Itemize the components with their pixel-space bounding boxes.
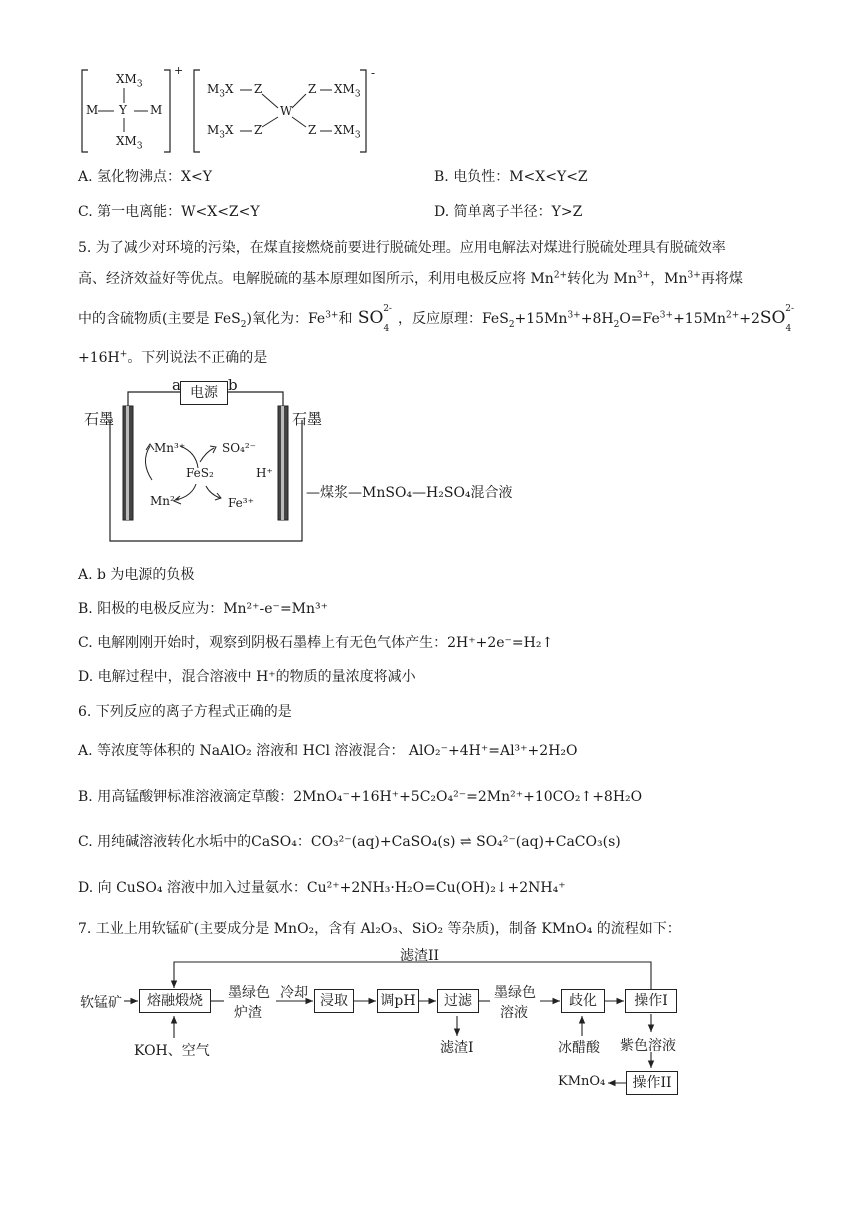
anion-z-tr: Z — [308, 82, 317, 96]
green-slag-label2: 炉渣 — [234, 1005, 262, 1021]
disproportionation-box: 歧化 — [561, 989, 605, 1013]
label-h: H⁺ — [256, 466, 273, 480]
q4-option-d: D. 简单离子半径：Y>Z — [434, 204, 583, 220]
residue-1-label: 滤渣I — [440, 1040, 474, 1056]
anion-m3x-bottom: $M_3X$ — [207, 123, 234, 141]
q4-option-a: A. 氢化物沸点：X<Y — [78, 169, 212, 185]
leach-box: 浸取 — [314, 989, 354, 1013]
anion-m3x-top: $M_3X$ — [207, 82, 234, 100]
residue-2-label: 滤渣II — [400, 948, 440, 964]
operation-2-box: 操作II — [626, 1071, 678, 1095]
anion-z-br: Z — [308, 123, 317, 137]
label-mn2: Mn²⁺ — [150, 494, 182, 508]
q4-option-c: C. 第一电离能：W<X<Z<Y — [78, 204, 260, 220]
q6-option-c: C. 用纯碱溶液转化水垢中的CaSO₄：CO₃²⁻(aq)+CaSO₄(s) ⇌ SO₄²⁻(aq)+CaCO₃(s) — [78, 834, 621, 850]
graphite-left-label: 石墨 — [84, 410, 115, 428]
q6-option-d: D. 向 CuSO₄ 溶液中加入过量氨水：Cu²⁺+2NH₃·H₂O=Cu(OH)₂↓+2NH₄⁺ — [78, 880, 566, 896]
graphite-right-label: 石墨 — [292, 410, 323, 428]
cool-label: 冷却 — [280, 985, 308, 1001]
cation-right-m: M — [150, 103, 163, 117]
acetic-acid-label: 冰醋酸 — [558, 1040, 600, 1056]
mixture-label: —煤浆—MnSO₄—H₂SO₄混合液 — [306, 485, 513, 501]
label-mn3: Mn³⁺ — [154, 441, 186, 455]
label-so4: SO₄²⁻ — [222, 441, 257, 455]
q5-option-d: D. 电解过程中，混合溶液中 H⁺的物质的量浓度将减小 — [78, 669, 416, 685]
q5-stem-line3: 中的含硫物质(主要是 FeS$_2$)氧化为：$Fe^{3+}$和 $SO_4^{2-}$，反应原理：$FeS_2+15Mn^{3+}+8H_2O=Fe^{3+}+15Mn^{2+}+2SO_4^{2-}$ — [78, 304, 794, 334]
cation-left-m: M — [86, 103, 99, 117]
cation-center-y: Y — [119, 103, 127, 117]
q5-option-a: A. b 为电源的负极 — [78, 567, 195, 583]
anion-z-tl: Z — [254, 82, 263, 96]
purple-solution-label: 紫色溶液 — [620, 1038, 676, 1054]
q6-stem: 6. 下列反应的离子方程式正确的是 — [78, 704, 292, 720]
kmno4-product-label: KMnO₄ — [558, 1074, 606, 1089]
ph-box: 调pH — [377, 989, 419, 1013]
q5-stem-line1: 5. 为了减少对环境的污染，在煤直接燃烧前要进行脱硫处理。应用电解法对煤进行脱硫处理具有脱硫效率 — [78, 240, 726, 256]
filter-box: 过滤 — [437, 989, 479, 1013]
anion-xm3-tr: $XM_3$ — [334, 82, 361, 100]
power-source-box: 电源 — [180, 381, 228, 405]
anion-xm3-br: $XM_3$ — [334, 123, 361, 141]
fuse-box: 熔融煅烧 — [139, 989, 211, 1013]
q5-option-b: B. 阳极的电极反应为：Mn²⁺-e⁻=Mn³⁺ — [78, 601, 329, 617]
label-fes2: FeS₂ — [186, 466, 214, 480]
green-sol-label2: 溶液 — [500, 1005, 528, 1021]
cation-bottom-xm3: $XM_3$ — [116, 134, 143, 152]
anion-charge: - — [371, 66, 376, 80]
operation-1-box: 操作I — [625, 989, 677, 1013]
cation-top-xm3: $XM_3$ — [116, 72, 143, 90]
anion-z-bl: Z — [254, 123, 263, 137]
q5-stem-line2: 高、经济效益好等优点。电解脱硫的基本原理如图所示，利用电极反应将 $Mn^{2+}$转化为 $Mn^{3+}$，$Mn^{3+}$再将煤 — [78, 270, 743, 287]
terminal-a: a — [172, 376, 181, 394]
q5-stem-line4: +16H+。下列说法不正确的是 — [78, 349, 268, 366]
anion-w-center: W — [280, 104, 293, 118]
q6-option-b: B. 用高锰酸钾标准溶液滴定草酸：2MnO₄⁻+16H⁺+5C₂O₄²⁻=2Mn²⁺+10CO₂↑+8H₂O — [78, 789, 643, 805]
green-sol-label1: 墨绿色 — [494, 985, 536, 1001]
q4-option-b: B. 电负性：M<X<Y<Z — [434, 169, 588, 185]
q7-stem: 7. 工业上用软锰矿(主要成分是 MnO₂，含有 Al₂O₃、SiO₂ 等杂质)，制备 KMnO₄ 的流程如下： — [78, 921, 681, 937]
label-fe3: Fe³⁺ — [228, 496, 254, 510]
q6-option-a: A. 等浓度等体积的 NaAlO₂ 溶液和 HCl 溶液混合： AlO₂⁻+4H⁺=Al³⁺+2H₂O — [78, 743, 578, 759]
koh-air-label: KOH、空气 — [134, 1043, 210, 1059]
ore-label: 软锰矿 — [80, 995, 122, 1011]
cation-charge: + — [174, 64, 184, 77]
green-slag-label1: 墨绿色 — [228, 985, 270, 1001]
q5-option-c: C. 电解刚刚开始时，观察到阴极石墨棒上有无色气体产生：2H⁺+2e⁻=H₂↑ — [78, 635, 554, 651]
terminal-b: b — [228, 376, 238, 394]
